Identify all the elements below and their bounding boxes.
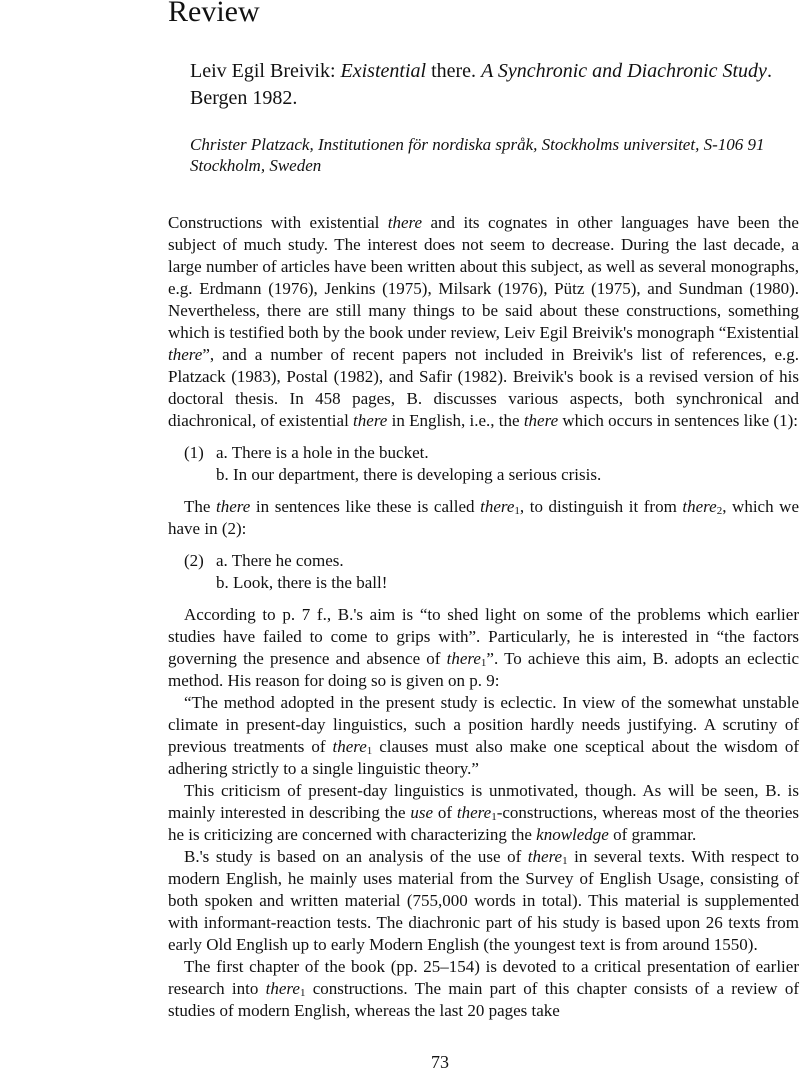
- book-publisher: . Bergen 1982.: [190, 60, 772, 109]
- example-line: b. In our department, there is developing a serious crisis.: [216, 465, 602, 484]
- term: there: [387, 213, 423, 232]
- text: -constructions, whereas most of the theories he is criticizing are concerned with characterizing the: [168, 803, 799, 844]
- subscript: 1: [480, 657, 487, 669]
- example-line: a. There he comes.: [216, 551, 344, 570]
- term: there: [446, 649, 481, 668]
- reviewer-affiliation: Christer Platzack, Institutionen för nordiska språk, Stockholms universitet, S-106 91 Stockholm, Sweden: [190, 135, 765, 175]
- review-body: [168, 212, 799, 1022]
- text: and its cognates in other languages have been the subject of much study. The interest does not seem to decrease. During the last decade, a large number of articles have been written about this subject, as well as several monographs, e.g. Erdmann (1976), Jenkins (1975), Milsark (1976), Pütz (1975), and Sundman (1980). Nevertheless, there are still many things to be said about these constructions, something which is testified both by the book under review, Leiv Egil Breivik's monograph “Existential: [168, 213, 799, 342]
- book-reference: [190, 58, 790, 112]
- example-line: b. Look, there is the ball!: [216, 573, 388, 592]
- text: constructions. The main part of this chapter consists of a review of studies of modern English, whereas the last 20 pages take: [168, 979, 799, 1020]
- term: there: [216, 497, 251, 516]
- term: knowledge: [536, 825, 609, 844]
- text: , which we have in (2):: [168, 497, 799, 538]
- subscript: 1: [366, 745, 373, 757]
- text: ”. To achieve this aim, B. adopts an eclectic method. His reason for doing so is given on p. 9:: [168, 649, 799, 690]
- term: there: [168, 345, 203, 364]
- text: in sentences like these is called: [250, 497, 481, 516]
- text: of: [433, 803, 457, 822]
- paragraph: [168, 212, 799, 432]
- paragraph: [168, 956, 799, 1022]
- example-1: [184, 442, 799, 486]
- term: there: [480, 497, 515, 516]
- block-quote: [168, 692, 799, 780]
- text: This criticism of present-day linguistics is unmotivated, though. As will be seen, B. is mainly interested in describing the: [168, 781, 799, 822]
- subscript: 1: [299, 987, 306, 999]
- book-title-part: Existential: [340, 60, 427, 82]
- subscript: 1: [514, 505, 520, 517]
- text: in English, i.e., the: [387, 411, 524, 430]
- text: clauses must also make one sceptical about the wisdom of adhering strictly to a single linguistic theory.”: [168, 737, 800, 778]
- example-number: (1): [184, 443, 204, 462]
- text: According to p. 7 f., B.'s aim is “to shed light on some of the problems which earlier studies have failed to come to grips with”. Particularly, he is interested in “the factors governing the presence and absence of: [168, 605, 799, 668]
- term: there: [523, 411, 559, 430]
- book-author: Leiv Egil Breivik:: [190, 60, 341, 82]
- text: Constructions with existential: [168, 213, 388, 232]
- text: in several texts. With respect to modern English, he mainly uses material from the Survey of English Usage, consisting of both spoken and written material (755,000 words in total). This material is supplemented with informant-reaction tests. The diachronic part of his study is based upon 26 texts from early Old English up to early Modern English (the youngest text is from around 1550).: [168, 847, 799, 954]
- subscript: 2: [716, 505, 723, 517]
- text: The: [184, 497, 217, 516]
- page-number: 73: [431, 1052, 449, 1072]
- term: there: [456, 803, 492, 822]
- text: , to distinguish it from: [519, 497, 683, 516]
- term: there: [332, 737, 367, 756]
- text: B.'s study is based on an analysis of the use of: [184, 847, 528, 866]
- text: “The method adopted in the present study is eclectic. In view of the somewhat unstable climate in present-day linguistics, such a position hardly needs justifying. A scrutiny of previous treatments of: [168, 693, 799, 756]
- example-number: (2): [184, 551, 204, 570]
- term: there: [527, 847, 563, 866]
- example-line: a. There is a hole in the bucket.: [216, 443, 429, 462]
- text: of grammar.: [608, 825, 697, 844]
- paragraph: [168, 780, 799, 846]
- book-title-part: A Synchronic and Diachronic Study: [481, 60, 767, 82]
- text: ”, and a number of recent papers not included in Breivik's list of references, e.g. Platzack (1983), Postal (1982), and Safir (1982). Breivik's book is a revised version of his doctoral thesis. In 458 pages, B. discusses various aspects, both synchronical and diachronical, of existential: [168, 345, 799, 430]
- term: there: [682, 497, 717, 516]
- subscript: 1: [491, 811, 497, 823]
- subscript: 1: [562, 855, 568, 867]
- term: there: [353, 411, 388, 430]
- book-title-part: there.: [426, 60, 482, 82]
- paragraph: [168, 496, 799, 540]
- paragraph: [168, 604, 799, 692]
- term: use: [410, 803, 434, 822]
- paragraph: [168, 846, 799, 956]
- text: The first chapter of the book (pp. 25–154) is devoted to a critical presentation of earlier research into: [168, 957, 799, 998]
- example-2: [184, 550, 799, 594]
- text: which occurs in sentences like (1):: [558, 411, 798, 430]
- section-title: Review: [168, 0, 260, 28]
- term: there: [265, 979, 300, 998]
